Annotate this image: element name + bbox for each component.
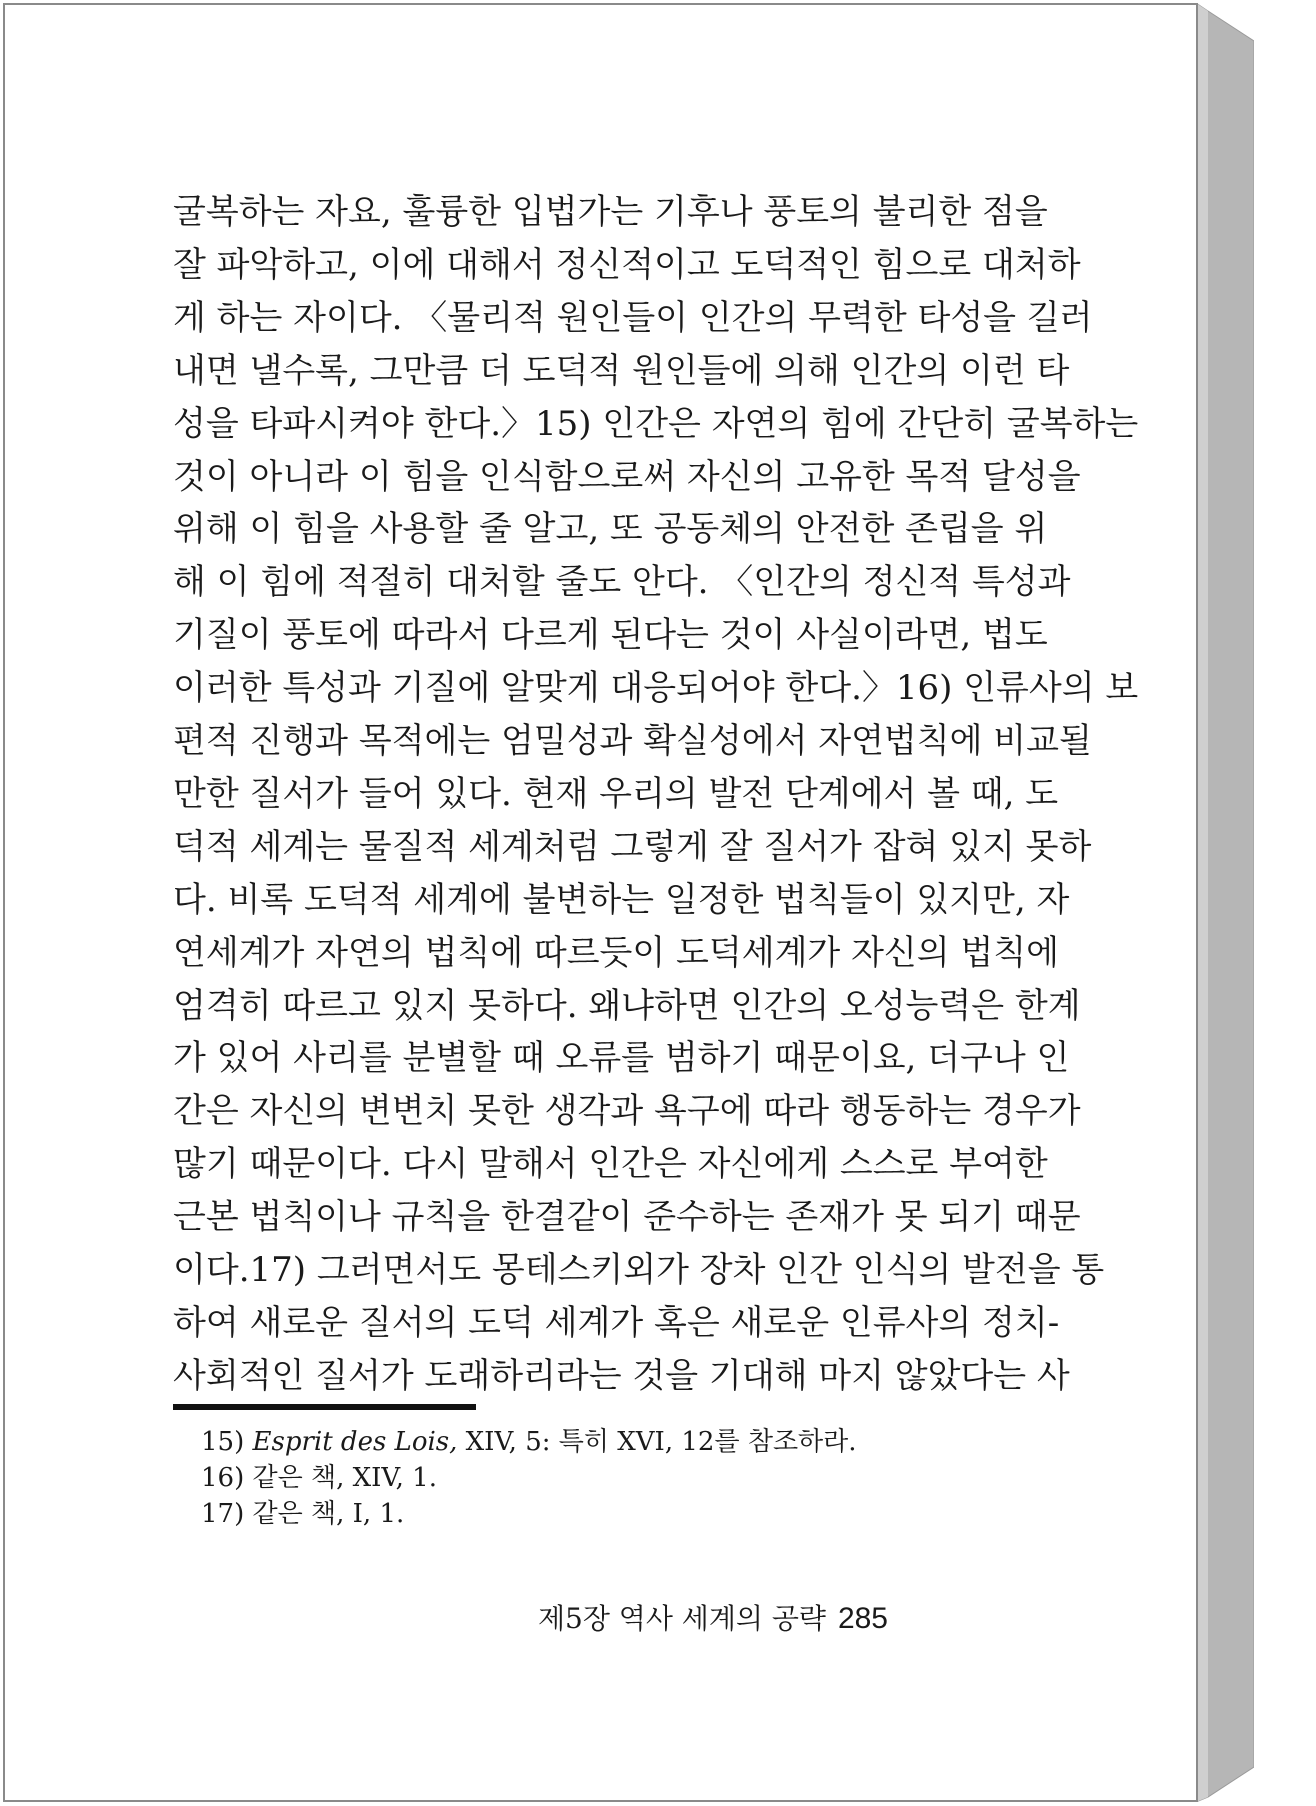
body-line: 많기 때문이다. 다시 말해서 인간은 자신에게 스스로 부여한 bbox=[173, 1144, 1048, 1185]
body-line: 사회적인 질서가 도래하리라는 것을 기대해 마지 않았다는 사 bbox=[173, 1355, 1070, 1396]
body-line: 다. 비록 도덕적 세계에 불변하는 일정한 법칙들이 있지만, 자 bbox=[173, 879, 1070, 920]
footnote bbox=[201, 1425, 857, 1459]
chapter-title: 제5장 역사 세계의 공략 bbox=[537, 1602, 826, 1635]
footnote-text: 같은 책, I, 1. bbox=[252, 1499, 405, 1529]
body-line: 가 있어 사리를 분별할 때 오류를 범하기 때문이요, 더구나 인 bbox=[173, 1038, 1070, 1079]
footnote-title: Esprit des Lois, bbox=[252, 1427, 458, 1457]
body-line: 엄격히 따르고 있지 못하다. 왜냐하면 인간의 오성능력은 한계 bbox=[173, 985, 1081, 1026]
body-line: 간은 자신의 변변치 못한 생각과 욕구에 따라 행동하는 경우가 bbox=[173, 1091, 1081, 1132]
running-footer bbox=[538, 1597, 888, 1641]
book-page bbox=[3, 3, 1198, 1802]
footnote-text: 같은 책, XIV, 1. bbox=[252, 1463, 437, 1493]
body-line: 기질이 풍토에 따라서 다르게 된다는 것이 사실이라면, 법도 bbox=[173, 615, 1048, 656]
page-number: 285 bbox=[837, 1602, 888, 1635]
body-line: 해 이 힘에 적절히 대처할 줄도 안다. 〈인간의 정신적 특성과 bbox=[173, 562, 1071, 603]
body-line: 편적 진행과 목적에는 엄밀성과 확실성에서 자연법칙에 비교될 bbox=[173, 721, 1092, 761]
body-line: 하여 새로운 질서의 도덕 세계가 혹은 새로운 인류사의 정치- bbox=[173, 1302, 1060, 1343]
footnote bbox=[201, 1497, 404, 1531]
footnote bbox=[201, 1461, 437, 1495]
body-line: 성을 타파시켜야 한다.〉15) 인간은 자연의 힘에 간단히 굴복하는 bbox=[173, 403, 1139, 444]
footnote-text: XIV, 5: 특히 XVI, 12를 참조하라. bbox=[457, 1427, 857, 1457]
body-line: 덕적 세계는 물질적 세계처럼 그렇게 잘 질서가 잡혀 있지 못하 bbox=[173, 826, 1092, 867]
body-line: 이다.17) 그러면서도 몽테스키외가 장차 인간 인식의 발전을 통 bbox=[173, 1250, 1105, 1290]
body-line: 만한 질서가 들어 있다. 현재 우리의 발전 단계에서 볼 때, 도 bbox=[173, 773, 1059, 814]
footnote-rule bbox=[173, 1404, 476, 1410]
body-line: 이러한 특성과 기질에 알맞게 대응되어야 한다.〉16) 인류사의 보 bbox=[173, 668, 1139, 709]
footnote-number: 15) bbox=[201, 1427, 253, 1457]
body-line: 연세계가 자연의 법칙에 따르듯이 도덕세계가 자신의 법칙에 bbox=[173, 932, 1059, 973]
body-line: 굴복하는 자요, 훌륭한 입법가는 기후나 풍토의 불리한 점을 bbox=[173, 192, 1048, 232]
footnote-number: 17) bbox=[201, 1499, 253, 1529]
body-line: 게 하는 자이다. 〈물리적 원인들이 인간의 무력한 타성을 길러 bbox=[173, 297, 1093, 338]
body-line: 잘 파악하고, 이에 대해서 정신적이고 도덕적인 힘으로 대처하 bbox=[173, 244, 1081, 285]
body-line: 위해 이 힘을 사용할 줄 알고, 또 공동체의 안전한 존립을 위 bbox=[173, 509, 1048, 550]
body-line: 것이 아니라 이 힘을 인식함으로써 자신의 고유한 목적 달성을 bbox=[173, 456, 1081, 497]
body-line: 내면 낼수록, 그만큼 더 도덕적 원인들에 의해 인간의 이런 타 bbox=[173, 350, 1070, 391]
footnote-number: 16) bbox=[201, 1463, 253, 1493]
body-line: 근본 법칙이나 규칙을 한결같이 준수하는 존재가 못 되기 때문 bbox=[173, 1197, 1081, 1238]
page-edge-shading bbox=[1196, 3, 1254, 1802]
